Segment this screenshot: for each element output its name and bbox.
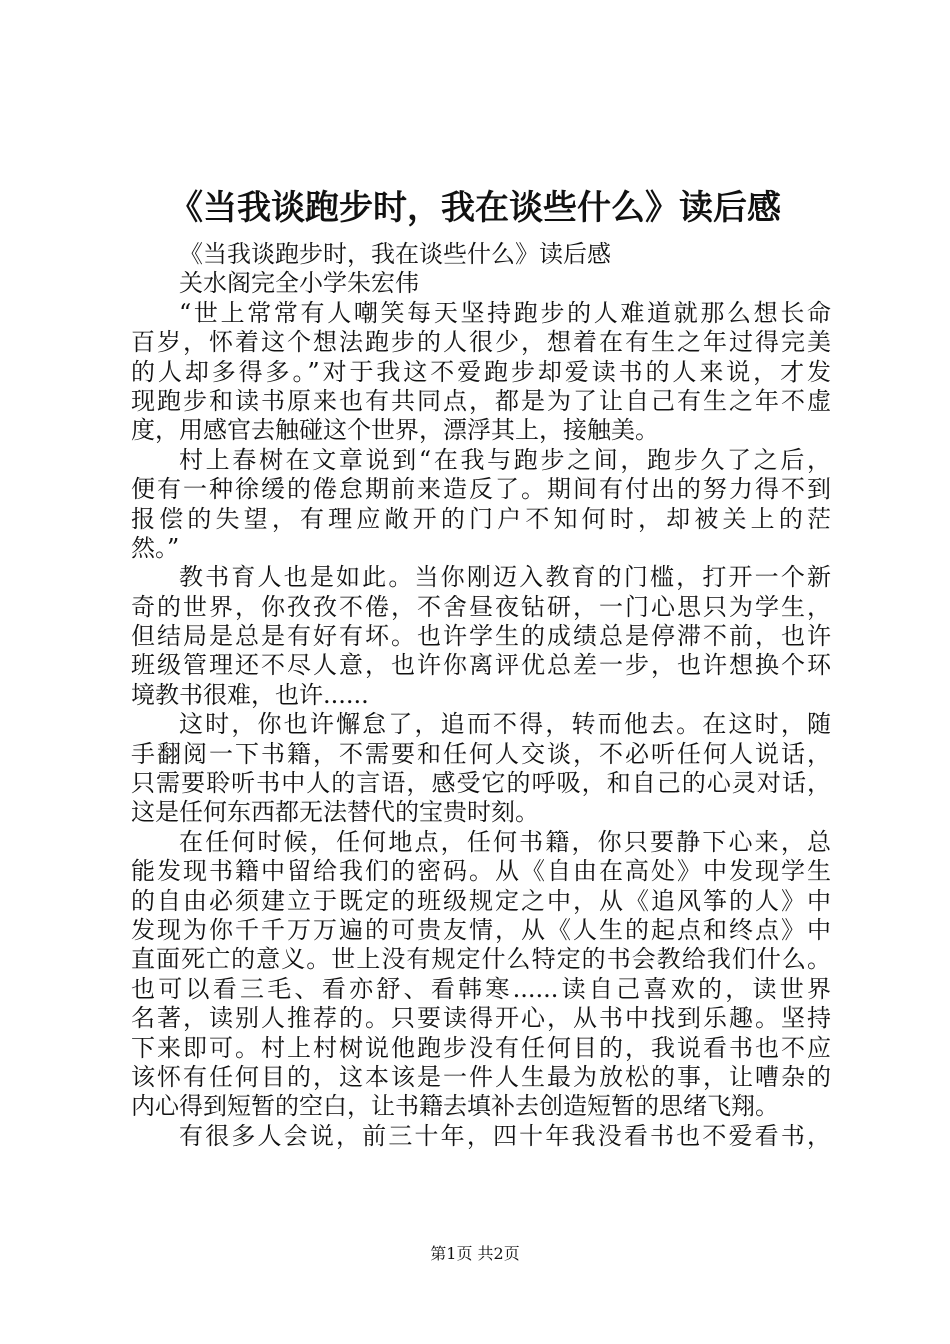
body-line-author: 关水阁完全小学朱宏伟: [179, 269, 419, 298]
body-line: 百岁，怀着这个想法跑步的人很少，想着在有生之年过得完美: [131, 328, 831, 357]
body-line: 但结局是总是有好有坏。也许学生的成绩总是停滞不前，也许: [131, 622, 831, 651]
body-line: 发现为你千千万万遍的可贵友情，从《人生的起点和终点》中: [131, 915, 831, 944]
body-line: 的人却多得多。”对于我这不爱跑步却爱读书的人来说，才发: [131, 357, 831, 386]
page-footer: 第1页 共2页: [430, 1244, 520, 1263]
body-line: 教书育人也是如此。当你刚迈入教育的门槛，打开一个新: [179, 563, 831, 592]
body-line-subtitle: 《当我谈跑步时，我在谈些什么》读后感: [179, 240, 611, 268]
body-line: 奇的世界，你孜孜不倦，不舍昼夜钻研，一门心思只为学生，: [131, 592, 831, 621]
body-line: 只需要聆听书中人的言语，感受它的呼吸，和自己的心灵对话，: [131, 769, 831, 798]
body-line: 这时，你也许懈怠了，追而不得，转而他去。在这时，随: [179, 710, 831, 739]
body-line: 手翻阅一下书籍，不需要和任何人交谈，不必听任何人说话，: [131, 739, 831, 768]
body-line: 也可以看三毛、看亦舒、看韩寒......读自己喜欢的，读世界: [131, 974, 831, 1003]
body-line: 报偿的失望，有理应敞开的门户不知何时，却被关上的茫: [131, 504, 831, 533]
body-line: 内心得到短暂的空白，让书籍去填补去创造短暂的思绪飞翔。: [131, 1092, 779, 1121]
body-line: 便有一种徐缓的倦怠期前来造反了。期间有付出的努力得不到: [131, 475, 831, 504]
body-line: 班级管理还不尽人意，也许你离评优总差一步，也许想换个环: [131, 651, 831, 680]
body-line: “世上常常有人嘲笑每天坚持跑步的人难道就那么想长命: [179, 298, 831, 327]
body-line: 有很多人会说，前三十年，四十年我没看书也不爱看书，: [179, 1121, 831, 1150]
body-line: 然。”: [131, 533, 180, 562]
body-line: 村上春树在文章说到“在我与跑步之间，跑步久了之后，: [179, 445, 831, 474]
body-line: 的自由必须建立于既定的班级规定之中，从《追风筝的人》中: [131, 886, 831, 915]
document-body: [131, 240, 831, 1151]
document-title: 《当我谈跑步时，我在谈些什么》读后感: [169, 188, 781, 228]
body-line: 直面死亡的意义。世上没有规定什么特定的书会教给我们什么。: [131, 945, 831, 974]
body-line: 这是任何东西都无法替代的宝贵时刻。: [131, 798, 539, 827]
body-line: 现跑步和读书原来也有共同点，都是为了让自己有生之年不虚: [131, 386, 831, 415]
body-line: 度，用感官去触碰这个世界，漂浮其上，接触美。: [131, 416, 659, 445]
body-line: 境教书很难，也许......: [131, 680, 369, 709]
body-line: 名著，读别人推荐的。只要读得开心，从书中找到乐趣。坚持: [131, 1004, 831, 1033]
body-line: 能发现书籍中留给我们的密码。从《自由在高处》中发现学生: [131, 857, 831, 886]
body-line: 在任何时候，任何地点，任何书籍，你只要静下心来，总: [179, 827, 831, 856]
body-line: 该怀有任何目的，这本该是一件人生最为放松的事，让嘈杂的: [131, 1062, 831, 1091]
body-line: 下来即可。村上村树说他跑步没有任何目的，我说看书也不应: [131, 1033, 831, 1062]
